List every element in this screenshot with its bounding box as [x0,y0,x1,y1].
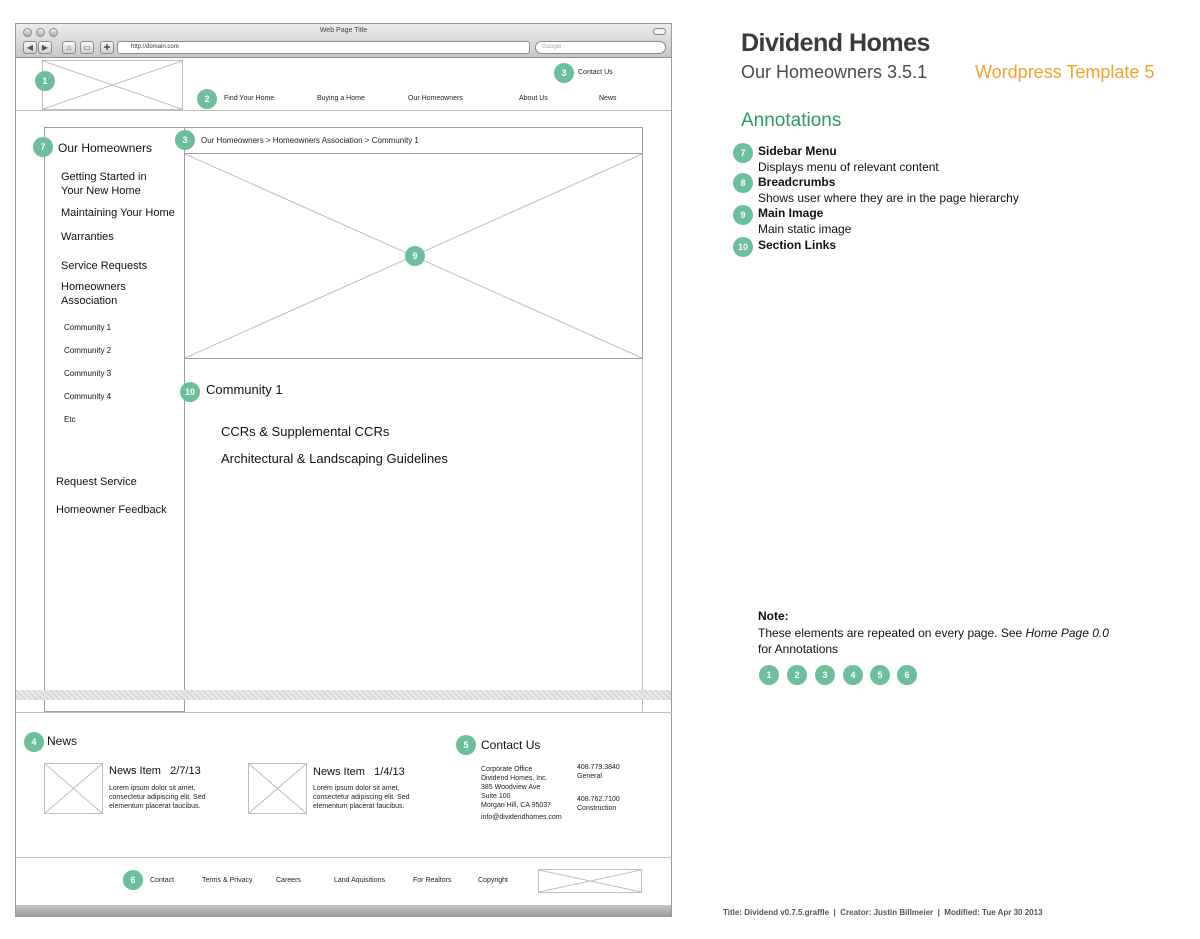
legend-badge-10: 10 [733,237,753,257]
annotation-badge-6: 6 [123,870,143,890]
header-divider [16,110,671,111]
section-link-ccrs[interactable]: CCRs & Supplemental CCRs [221,424,390,439]
contact-address: Corporate Office Dividend Homes, Inc. 385 Woodview Ave Suite 100 Morgan Hill, CA 95037 [481,766,552,809]
note-badge-3: 3 [815,665,835,685]
footer-links-divider [16,857,672,858]
note-badge-1: 1 [759,665,779,685]
footer-link-careers[interactable]: Careers [276,877,301,884]
legend-title-section-links: Section Links [758,238,837,252]
back-icon[interactable]: ◀ [23,41,37,54]
footer-link-terms[interactable]: Terms & Privacy [202,877,253,884]
contact-phone-general[interactable]: 408.779.3840 General [577,764,620,780]
footer-link-land-aquisitions[interactable]: Land Aquisitions [334,877,385,884]
home-icon[interactable]: ⌂ [62,41,76,54]
sidebar-sub-community-2[interactable]: Community 2 [64,346,112,355]
news-item-1-body: Lorem ipsum dolor sit amet, consectetur adipiscing elit. Sed elementum placerat faucibus. [109,785,206,810]
search-input[interactable]: Google [535,41,666,54]
legend-title-breadcrumbs: Breadcrumbs [758,175,836,189]
news-item-1-title[interactable]: News Item 2/7/13 [109,765,201,777]
browser-window [15,23,672,917]
footer-link-copyright[interactable]: Copyright [478,877,508,884]
sidebar-item-homeowners-association[interactable]: Homeowners Association [61,281,126,307]
news-heading: News [47,734,78,748]
note-badge-4: 4 [843,665,863,685]
news-item-2-date: 1/4/13 [374,766,405,778]
annotation-badge-10: 10 [180,382,200,402]
legend-desc-breadcrumbs: Shows user where they are in the page hierarchy [758,191,1019,205]
legend-badge-9: 9 [733,205,753,225]
sidebar-request-service[interactable]: Request Service [56,476,137,488]
breadcrumb-trail[interactable]: Our Homeowners > Homeowners Association > Community 1 [201,136,419,145]
contact-phone-construction[interactable]: 408.762.7100 Construction [577,796,620,812]
add-bookmark-icon[interactable]: ✚ [100,41,114,54]
nav-news[interactable]: News [599,95,617,102]
print-icon[interactable]: ▭ [80,41,94,54]
news-item-2-body: Lorem ipsum dolor sit amet, consectetur adipiscing elit. Sed elementum placerat faucibus. [313,785,410,810]
note-reference: Home Page 0.0 [1025,626,1109,640]
news-thumbnail-2[interactable] [248,763,307,814]
news-thumbnail-1[interactable] [44,763,103,814]
note-text: These elements are repeated on every page. See Home Page 0.0 for Annotations [758,626,1109,656]
legend-desc-main-image: Main static image [758,222,852,236]
note-badge-5: 5 [870,665,890,685]
annotation-badge-5: 5 [456,735,476,755]
browser-titlebar [16,24,671,58]
contact-email[interactable]: info@dividendhomes.com [481,814,562,821]
legend-title-main-image: Main Image [758,206,824,220]
contact-heading: Contact Us [481,738,541,752]
sidebar-item-maintaining[interactable]: Maintaining Your Home [61,207,175,219]
note-badge-2: 2 [787,665,807,685]
legend-badge-8: 8 [733,173,753,193]
doc-title: Dividend Homes [741,29,930,57]
legend-desc-sidebar-menu: Displays menu of relevant content [758,160,939,174]
sidebar-sub-etc[interactable]: Etc [64,415,76,424]
sidebar-homeowner-feedback[interactable]: Homeowner Feedback [56,504,167,516]
sidebar-sub-community-3[interactable]: Community 3 [64,369,112,378]
footer-link-contact[interactable]: Contact [150,877,175,884]
logo-placeholder[interactable] [42,60,183,110]
section-link-guidelines[interactable]: Architectural & Landscaping Guidelines [221,451,448,466]
news-item-2-title[interactable]: News Item 1/4/13 [313,766,405,778]
sidebar-sub-community-4[interactable]: Community 4 [64,392,112,401]
url-bar[interactable]: http://domain.com [117,41,530,54]
legend-title-sidebar-menu: Sidebar Menu [758,144,837,158]
nav-about-us[interactable]: About Us [519,95,548,102]
annotation-badge-9: 9 [405,246,425,266]
note-label: Note: [758,609,789,623]
nav-find-your-home[interactable]: Find Your Home [224,95,275,102]
section-title: Community 1 [206,382,283,397]
legend-badge-7: 7 [733,143,753,163]
annotation-badge-1: 1 [35,71,55,91]
footer-link-for-realtors[interactable]: For Realtors [413,877,452,884]
header-contact-link[interactable]: Contact Us [578,69,613,76]
document-metadata: Title: Dividend v0.7.5.graffle | Creator: Justin Billmeier | Modified: Tue Apr 30 2013 [723,908,1043,917]
footer-top-divider [16,712,672,713]
nav-our-homeowners[interactable]: Our Homeowners [408,95,463,102]
toolbar-toggle-icon[interactable] [653,28,666,35]
annotation-badge-4: 4 [24,732,44,752]
content-right-border [642,358,643,712]
sidebar-item-getting-started[interactable]: Getting Started in Your New Home [61,171,147,197]
annotation-badge-8: 3 [175,130,195,150]
forward-icon[interactable]: ▶ [38,41,52,54]
news-item-1-date: 2/7/13 [170,765,201,777]
window-title: Web Page Title [319,27,368,34]
sidebar-heading[interactable]: Our Homeowners [58,141,153,155]
nav-buying-a-home[interactable]: Buying a Home [317,95,365,102]
annotation-badge-7: 7 [33,137,53,157]
browser-statusbar [16,905,671,916]
annotations-heading: Annotations [741,110,842,131]
page-fold-divider [16,690,671,700]
footer-logo-placeholder [538,869,642,893]
sidebar-item-service-requests[interactable]: Service Requests [61,260,148,272]
sidebar-item-warranties[interactable]: Warranties [61,231,114,243]
doc-subtitle: Our Homeowners 3.5.1 [741,62,928,82]
annotation-badge-3: 3 [554,63,574,83]
doc-template-label: Wordpress Template 5 [975,62,1155,82]
annotation-badge-2: 2 [197,89,217,109]
sidebar-sub-community-1[interactable]: Community 1 [64,323,112,332]
note-badge-6: 6 [897,665,917,685]
